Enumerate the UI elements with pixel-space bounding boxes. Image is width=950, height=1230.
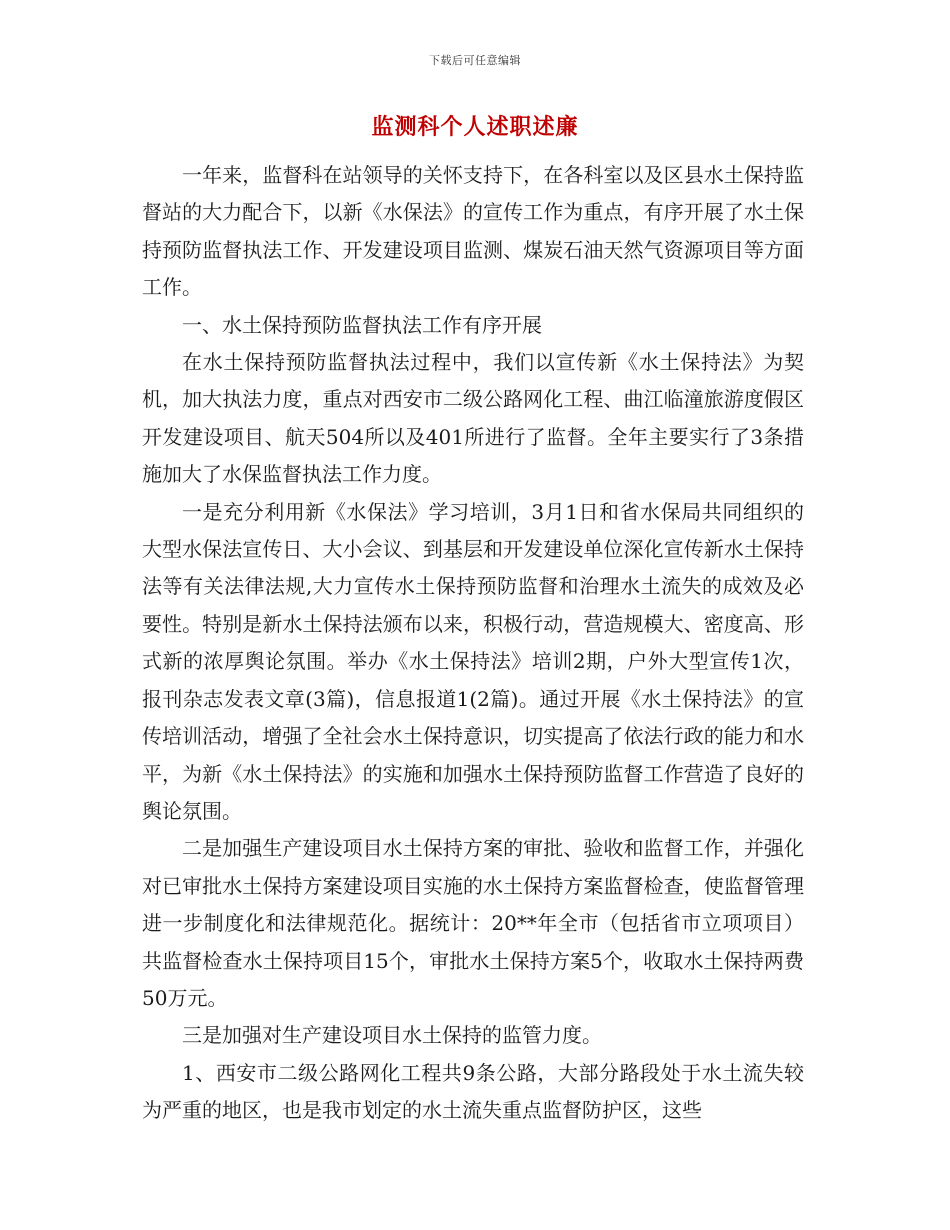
section-heading-1: 一、水土保持预防监督执法工作有序开展 <box>182 312 542 337</box>
document-title: 监测科个人述职述廉 <box>371 114 579 140</box>
document-body <box>142 157 804 1130</box>
paragraph-intro: 一年来，监督科在站领导的关怀支持下，在各科室以及区县水土保持监督站的大力配合下，以新《水保法》的宣传工作为重点，有序开展了水土保持预防监督执法工作、开发建设项目监测、煤炭石油天然气资源项目等方面工作。 <box>142 163 804 300</box>
header-note: 下载后可任意编辑 <box>429 54 521 67</box>
paragraph-measure-1: 一是充分利用新《水保法》学习培训，3月1日和省水保局共同组织的大型水保法宣传日、大小会议、到基层和开发建设单位深化宣传新水土保持法等有关法律法规,大力宣传水土保持预防监督和治理水土流失的成效及必要性。特别是新水土保持法颁布以来，积极行动，营造规模大、密度高、形式新的浓厚舆论氛围。举办《水土保持法》培训2期，户外大型宣传1次，报刊杂志发表文章(3篇)，信息报道1(2篇)。通过开展《水土保持法》的宣传培训活动，增强了全社会水土保持意识，切实提高了依法行政的能力和水平，为新《水土保持法》的实施和加强水土保持预防监督工作营造了良好的舆论氛围。 <box>142 499 804 823</box>
paragraph-measure-2: 二是加强生产建设项目水土保持方案的审批、验收和监督工作，并强化对已审批水土保持方案建设项目实施的水土保持方案监督检查，使监督管理进一步制度化和法律规范化。据统计：20**年全市（包括省市立项项目）共监督检查水土保持项目15个，审批水土保持方案5个，收取水土保持两费50万元。 <box>142 836 804 1010</box>
paragraph-section-1: 在水土保持预防监督执法过程中，我们以宣传新《水土保持法》为契机，加大执法力度，重点对西安市二级公路网化工程、曲江临潼旅游度假区开发建设项目、航天504所以及401所进行了监督。全年主要实行了3条措施加大了水保监督执法工作力度。 <box>142 350 804 487</box>
paragraph-measure-3: 三是加强对生产建设项目水土保持的监管力度。 <box>182 1023 602 1048</box>
paragraph-item-1: 1、西安市二级公路网化工程共9条公路，大部分路段处于水土流失较为严重的地区，也是我市划定的水土流失重点监督防护区，这些 <box>142 1060 804 1123</box>
